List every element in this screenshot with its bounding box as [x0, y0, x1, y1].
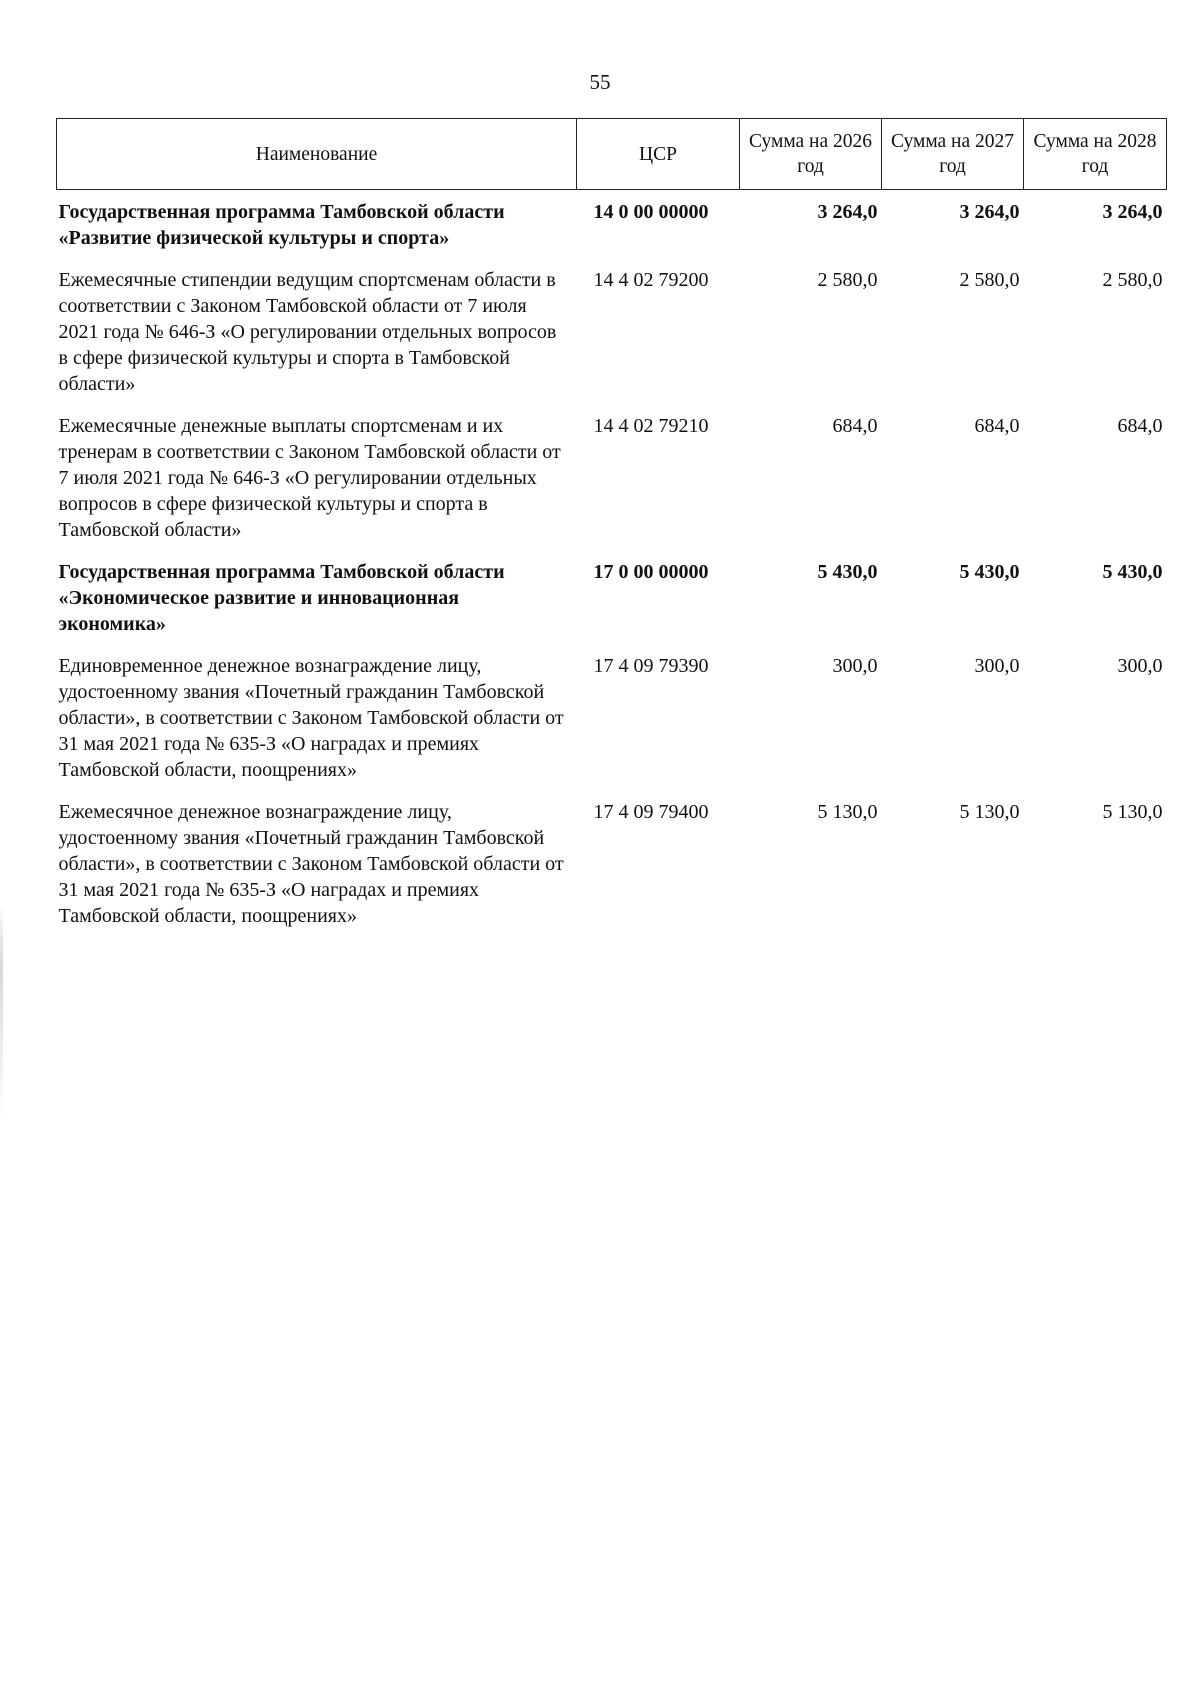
- row-sum-2028: 300,0: [1117, 655, 1163, 677]
- table-row-program-14: [57, 190, 1167, 259]
- row-name: Государственная программа Тамбовской области «Развитие физической культуры и спорта»: [58, 201, 505, 249]
- row-sum-2026: 5 430,0: [817, 561, 878, 583]
- row-csr: 14 0 00 00000: [593, 201, 709, 223]
- row-name: Ежемесячные денежные выплаты спортсменам и их тренерам в соответствии с Законом Тамбовской области от 7 июля 2021 года № 646-З «О регулировании отдельных вопросов в сфере физической культуры и спорта в Тамбовской области»: [58, 415, 561, 541]
- row-csr: 17 4 09 79400: [593, 801, 709, 823]
- row-name: Ежемесячное денежное вознаграждение лицу, удостоенному звания «Почетный гражданин Тамбовской области», в соответствии с Законом Тамбовской области от 31 мая 2021 года № 635-З «О наградах и премиях Тамбовской области, поощрениях»: [58, 801, 564, 927]
- table-row-program-17: [57, 550, 1167, 644]
- row-name: Единовременное денежное вознаграждение лицу, удостоенному звания «Почетный гражданин Тамбовской области», в соответствии с Законом Тамбовской области от 31 мая 2021 года № 635-З «О наградах и премиях Тамбовской области, поощрениях»: [58, 655, 564, 781]
- row-csr: 17 0 00 00000: [593, 561, 709, 583]
- row-sum-2027: 3 264,0: [959, 201, 1020, 223]
- page-number: 55: [589, 70, 611, 94]
- row-sum-2028: 5 130,0: [1102, 801, 1163, 823]
- row-name: Государственная программа Тамбовской области «Экономическое развитие и инновационная экономика»: [58, 561, 505, 635]
- row-sum-2027: 684,0: [974, 415, 1020, 437]
- row-sum-2028: 5 430,0: [1102, 561, 1163, 583]
- row-sum-2027: 5 430,0: [959, 561, 1020, 583]
- budget-table: [56, 118, 1167, 936]
- header-sum-2028: Сумма на 2028 год: [1024, 119, 1167, 190]
- row-sum-2027: 5 130,0: [959, 801, 1020, 823]
- table-row: [57, 644, 1167, 790]
- header-name: Наименование: [57, 119, 577, 190]
- row-sum-2026: 2 580,0: [817, 269, 878, 291]
- row-sum-2026: 3 264,0: [817, 201, 878, 223]
- row-csr: 14 4 02 79200: [593, 269, 709, 291]
- row-sum-2028: 684,0: [1117, 415, 1163, 437]
- row-sum-2027: 2 580,0: [959, 269, 1020, 291]
- header-sum-2026: Сумма на 2026 год: [740, 119, 882, 190]
- table-row: [57, 258, 1167, 404]
- table-row: [57, 404, 1167, 550]
- header-csr: ЦСР: [577, 119, 740, 190]
- header-sum-2027: Сумма на 2027 год: [882, 119, 1024, 190]
- row-sum-2028: 3 264,0: [1102, 201, 1163, 223]
- row-csr: 17 4 09 79390: [593, 655, 709, 677]
- row-sum-2026: 300,0: [832, 655, 878, 677]
- row-sum-2028: 2 580,0: [1102, 269, 1163, 291]
- table-header-row: [57, 119, 1167, 190]
- scan-edge-artifact: [0, 900, 3, 1120]
- table-row: [57, 790, 1167, 936]
- row-sum-2026: 684,0: [832, 415, 878, 437]
- row-sum-2026: 5 130,0: [817, 801, 878, 823]
- row-csr: 14 4 02 79210: [593, 415, 709, 437]
- row-name: Ежемесячные стипендии ведущим спортсменам области в соответствии с Законом Тамбовской области от 7 июля 2021 года № 646-З «О регулировании отдельных вопросов в сфере физической культуры и спорта в Тамбовской области»: [58, 269, 557, 395]
- row-sum-2027: 300,0: [974, 655, 1020, 677]
